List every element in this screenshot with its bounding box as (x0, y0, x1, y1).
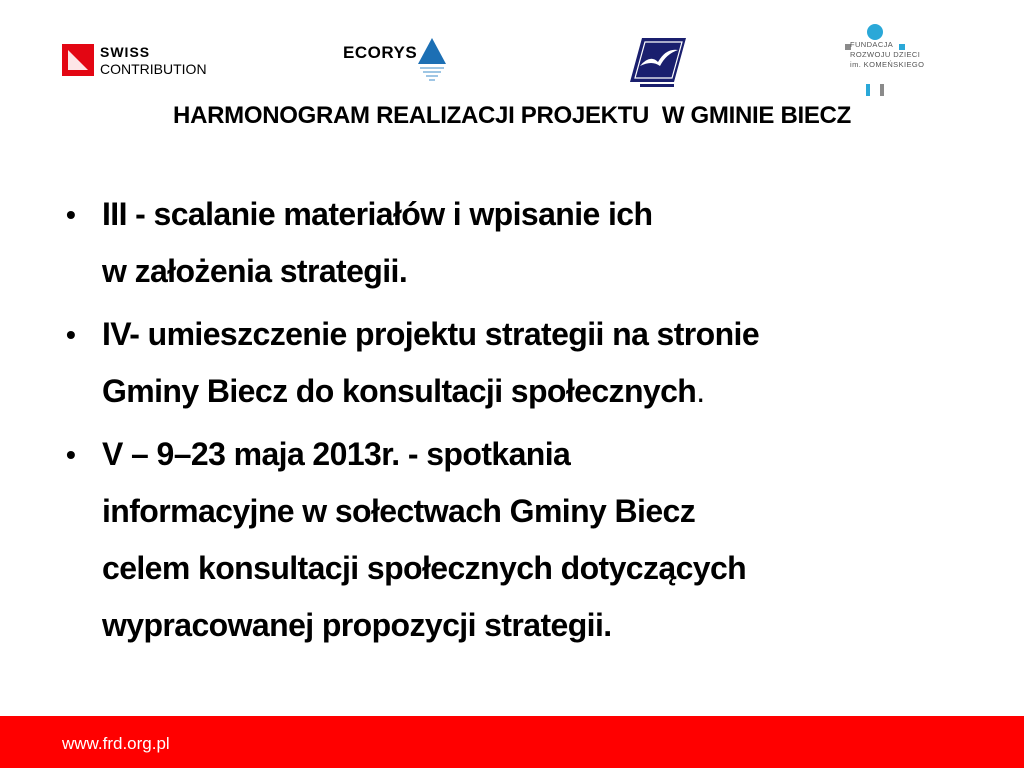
bullet-dot: • (66, 319, 76, 350)
bullet-dot: • (66, 439, 76, 470)
bullet-line: w założenia strategii. (102, 253, 408, 289)
bullet-line-text: Gminy Biecz do konsultacji społecznych (102, 373, 697, 409)
slide-title: HARMONOGRAM REALIZACJI PROJEKTU W GMINIE BIECZ (173, 102, 851, 129)
bullet-line: V – 9–23 maja 2013r. - spotkania (102, 436, 571, 472)
bullet-line-with-trail (102, 363, 980, 420)
ecorys-logo-text: ECORYS (343, 43, 418, 62)
swiss-logo-line1: SWISS (100, 44, 151, 60)
frd-logo (842, 24, 925, 98)
frd-logo-text (850, 40, 925, 70)
euroregion-logo (628, 36, 688, 88)
bullet-list (60, 186, 980, 660)
bullet-line: IV- umieszczenie projektu strategii na stronie (102, 316, 760, 352)
bullet-line: celem konsultacji społecznych dotyczących (102, 550, 747, 586)
bullet-item (60, 306, 980, 420)
ecorys-triangle-icon (417, 38, 447, 86)
bullet-item (60, 186, 980, 300)
bullet-dot: • (66, 199, 76, 230)
footer-url: www.frd.org.pl (62, 734, 170, 753)
seagull-icon (628, 36, 688, 88)
frd-logo-line: FUNDACJA (850, 40, 894, 49)
swiss-logo-line2: CONTRIBUTION (100, 61, 207, 77)
bullet-item (60, 426, 980, 654)
bullet-line: informacyjne w sołectwach Gminy Biecz (102, 493, 696, 529)
footer-bar (0, 716, 1024, 768)
swiss-cross-icon (62, 44, 94, 76)
swiss-contribution-logo (62, 44, 222, 80)
bullet-line: wypracowanej propozycji strategii. (102, 607, 612, 643)
frd-logo-line: ROZWOJU DZIECI (850, 50, 921, 59)
bullet-line: III - scalanie materiałów i wpisanie ich (102, 196, 653, 232)
frd-logo-line: im. KOMEŃSKIEGO (850, 60, 925, 69)
ecorys-logo (343, 38, 453, 88)
bullet-trail: . (696, 373, 705, 409)
